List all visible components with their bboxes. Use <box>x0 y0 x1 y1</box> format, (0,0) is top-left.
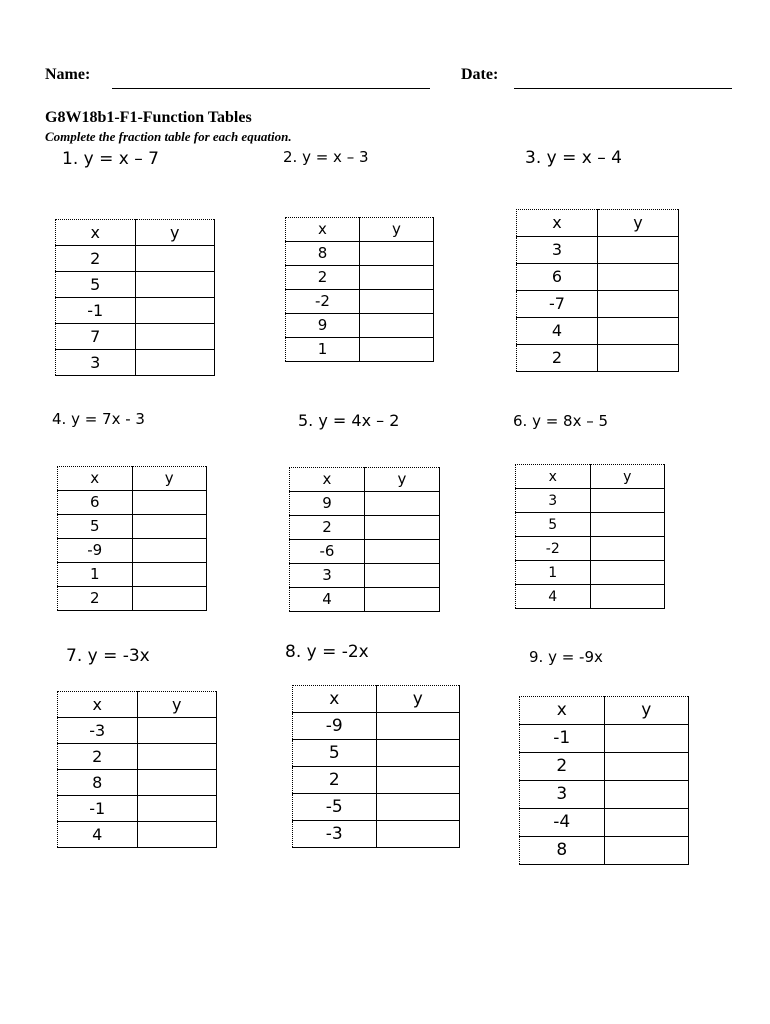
problem-2-table <box>285 217 434 362</box>
name-field[interactable] <box>112 88 430 89</box>
y-answer-cell[interactable] <box>604 809 689 837</box>
y-answer-cell[interactable] <box>135 246 215 272</box>
worksheet-title: G8W18b1-F1-Function Tables <box>45 109 252 126</box>
y-answer-cell[interactable] <box>365 540 440 564</box>
x-value-cell: 8 <box>286 242 360 266</box>
column-header-x: x <box>516 465 591 489</box>
y-answer-cell[interactable] <box>137 822 217 848</box>
y-answer-cell[interactable] <box>137 796 217 822</box>
x-value-cell: 5 <box>56 272 136 298</box>
problem-6-table <box>515 464 665 609</box>
y-answer-cell[interactable] <box>360 242 434 266</box>
y-answer-cell[interactable] <box>590 489 665 513</box>
x-value-cell: 7 <box>56 324 136 350</box>
column-header-x: x <box>58 467 133 491</box>
y-answer-cell[interactable] <box>590 513 665 537</box>
x-value-cell: -9 <box>58 539 133 563</box>
x-value-cell: -2 <box>516 537 591 561</box>
x-value-cell: -2 <box>286 290 360 314</box>
y-answer-cell[interactable] <box>604 837 689 865</box>
worksheet-instructions: Complete the fraction table for each equation. <box>45 129 292 144</box>
y-answer-cell[interactable] <box>604 753 689 781</box>
y-answer-cell[interactable] <box>376 740 460 767</box>
y-answer-cell[interactable] <box>590 561 665 585</box>
x-value-cell: -3 <box>58 718 138 744</box>
x-value-cell: 8 <box>58 770 138 796</box>
x-value-cell: 2 <box>517 345 598 372</box>
x-value-cell: 1 <box>286 338 360 362</box>
problem-9-equation: 9. y = -9x <box>529 648 603 666</box>
y-answer-cell[interactable] <box>137 770 217 796</box>
y-answer-cell[interactable] <box>360 314 434 338</box>
date-label: Date: <box>461 66 499 83</box>
y-answer-cell[interactable] <box>598 318 679 345</box>
x-value-cell: 1 <box>516 561 591 585</box>
x-value-cell: 4 <box>517 318 598 345</box>
y-answer-cell[interactable] <box>360 266 434 290</box>
x-value-cell: 2 <box>56 246 136 272</box>
x-value-cell: -6 <box>290 540 365 564</box>
x-value-cell: 2 <box>58 587 133 611</box>
column-header-x: x <box>58 692 138 718</box>
x-value-cell: 6 <box>58 491 133 515</box>
x-value-cell: 3 <box>56 350 136 376</box>
column-header-y: y <box>360 218 434 242</box>
y-answer-cell[interactable] <box>598 237 679 264</box>
problem-7-table <box>57 691 217 848</box>
y-answer-cell[interactable] <box>365 516 440 540</box>
y-answer-cell[interactable] <box>376 794 460 821</box>
problem-4-table <box>57 466 207 611</box>
y-answer-cell[interactable] <box>365 492 440 516</box>
y-answer-cell[interactable] <box>360 338 434 362</box>
x-value-cell: 3 <box>520 781 605 809</box>
x-value-cell: -9 <box>293 713 377 740</box>
problem-1-equation: 1. y = x – 7 <box>62 149 159 169</box>
problem-5-equation: 5. y = 4x – 2 <box>298 411 400 430</box>
y-answer-cell[interactable] <box>135 350 215 376</box>
x-value-cell: 2 <box>290 516 365 540</box>
problem-8-table <box>292 685 460 848</box>
x-value-cell: 1 <box>58 563 133 587</box>
problem-7-equation: 7. y = -3x <box>66 646 150 666</box>
y-answer-cell[interactable] <box>132 539 207 563</box>
name-label: Name: <box>45 66 91 83</box>
problem-6-equation: 6. y = 8x – 5 <box>513 412 609 430</box>
date-field[interactable] <box>514 88 732 89</box>
x-value-cell: -7 <box>517 291 598 318</box>
x-value-cell: 2 <box>58 744 138 770</box>
x-value-cell: -4 <box>520 809 605 837</box>
y-answer-cell[interactable] <box>376 713 460 740</box>
column-header-y: y <box>137 692 217 718</box>
problem-2-equation: 2. y = x – 3 <box>283 148 369 166</box>
y-answer-cell[interactable] <box>135 324 215 350</box>
y-answer-cell[interactable] <box>132 587 207 611</box>
column-header-y: y <box>376 686 460 713</box>
column-header-y: y <box>590 465 665 489</box>
x-value-cell: -1 <box>58 796 138 822</box>
y-answer-cell[interactable] <box>365 564 440 588</box>
x-value-cell: -1 <box>520 725 605 753</box>
y-answer-cell[interactable] <box>132 563 207 587</box>
x-value-cell: 3 <box>517 237 598 264</box>
x-value-cell: 3 <box>516 489 591 513</box>
y-answer-cell[interactable] <box>132 491 207 515</box>
column-header-y: y <box>135 220 215 246</box>
problem-9-table <box>519 696 689 865</box>
problem-3-equation: 3. y = x – 4 <box>525 148 622 168</box>
x-value-cell: -3 <box>293 821 377 848</box>
y-answer-cell[interactable] <box>604 781 689 809</box>
x-value-cell: 3 <box>290 564 365 588</box>
column-header-y: y <box>604 697 689 725</box>
problem-4-equation: 4. y = 7x - 3 <box>52 410 145 428</box>
y-answer-cell[interactable] <box>590 585 665 609</box>
column-header-y: y <box>365 468 440 492</box>
column-header-x: x <box>293 686 377 713</box>
x-value-cell: 5 <box>516 513 591 537</box>
x-value-cell: 4 <box>58 822 138 848</box>
x-value-cell: -1 <box>56 298 136 324</box>
y-answer-cell[interactable] <box>132 515 207 539</box>
x-value-cell: 4 <box>516 585 591 609</box>
x-value-cell: 8 <box>520 837 605 865</box>
y-answer-cell[interactable] <box>376 767 460 794</box>
column-header-x: x <box>520 697 605 725</box>
x-value-cell: 2 <box>286 266 360 290</box>
y-answer-cell[interactable] <box>135 272 215 298</box>
column-header-y: y <box>132 467 207 491</box>
problem-8-equation: 8. y = -2x <box>285 642 369 662</box>
x-value-cell: 4 <box>290 588 365 612</box>
y-answer-cell[interactable] <box>360 290 434 314</box>
x-value-cell: 9 <box>290 492 365 516</box>
column-header-x: x <box>56 220 136 246</box>
column-header-x: x <box>290 468 365 492</box>
y-answer-cell[interactable] <box>135 298 215 324</box>
y-answer-cell[interactable] <box>598 291 679 318</box>
x-value-cell: 5 <box>293 740 377 767</box>
column-header-x: x <box>517 210 598 237</box>
problem-3-table <box>516 209 679 372</box>
x-value-cell: 5 <box>58 515 133 539</box>
y-answer-cell[interactable] <box>365 588 440 612</box>
y-answer-cell[interactable] <box>598 264 679 291</box>
x-value-cell: -5 <box>293 794 377 821</box>
column-header-y: y <box>598 210 679 237</box>
x-value-cell: 2 <box>520 753 605 781</box>
y-answer-cell[interactable] <box>137 744 217 770</box>
y-answer-cell[interactable] <box>590 537 665 561</box>
problem-5-table <box>289 467 440 612</box>
x-value-cell: 6 <box>517 264 598 291</box>
y-answer-cell[interactable] <box>604 725 689 753</box>
column-header-x: x <box>286 218 360 242</box>
x-value-cell: 2 <box>293 767 377 794</box>
problem-1-table <box>55 219 215 376</box>
y-answer-cell[interactable] <box>137 718 217 744</box>
x-value-cell: 9 <box>286 314 360 338</box>
y-answer-cell[interactable] <box>598 345 679 372</box>
y-answer-cell[interactable] <box>376 821 460 848</box>
